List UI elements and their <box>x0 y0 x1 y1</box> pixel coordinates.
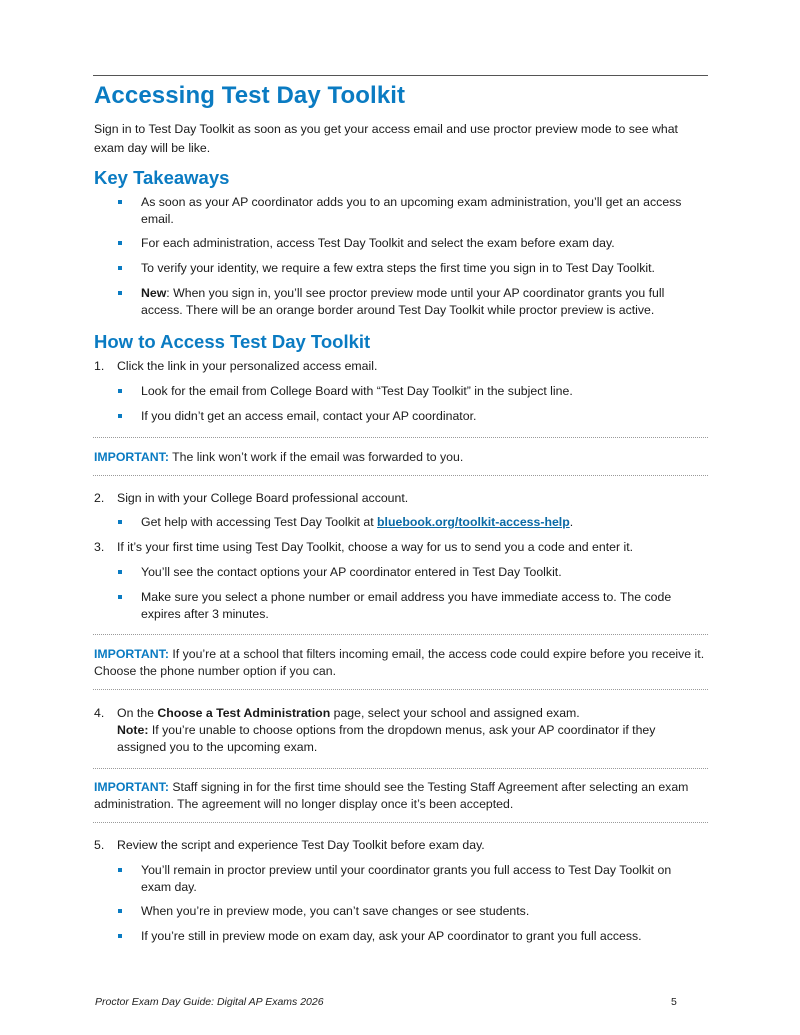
list-item: Get help with accessing Test Day Toolkit at bluebook.org/toolkit-access-help. <box>141 514 701 531</box>
divider <box>93 689 708 690</box>
how-to-heading: How to Access Test Day Toolkit <box>94 331 371 352</box>
list-item: Make sure you select a phone number or email address you have immediate access to. The code expires after 3 minutes. <box>141 589 701 623</box>
list-item: New: When you sign in, you’ll see proctor preview mode until your AP coordinator grants you full access. There will be an orange border around Test Day Toolkit while proctor preview is active. <box>141 285 701 319</box>
bullet-square-icon <box>118 266 122 270</box>
bullet-square-icon <box>118 389 122 393</box>
list-item: For each administration, access Test Day Toolkit and select the exam before exam day. <box>141 235 701 252</box>
list-item: If you’re still in preview mode on exam day, ask your AP coordinator to grant you full access. <box>141 928 701 945</box>
bullet-square-icon <box>118 200 122 204</box>
divider <box>93 822 708 823</box>
footer-guide-title: Proctor Exam Day Guide: Digital AP Exams 2026 <box>95 996 324 1008</box>
divider <box>93 475 708 476</box>
top-rule <box>93 75 708 76</box>
important-note-3: IMPORTANT: Staff signing in for the first time should see the Testing Staff Agreement after selecting an exam administration. The agreement will no longer display once it’s been accepted. <box>94 780 689 811</box>
bullet-square-icon <box>118 934 122 938</box>
list-item: When you’re in preview mode, you can’t save changes or see students. <box>141 903 701 920</box>
divider <box>93 634 708 635</box>
bullet-square-icon <box>118 909 122 913</box>
page-title: Accessing Test Day Toolkit <box>94 82 406 109</box>
list-item: You’ll see the contact options your AP coordinator entered in Test Day Toolkit. <box>141 564 701 581</box>
page-number: 5 <box>671 996 677 1008</box>
bullet-square-icon <box>118 595 122 599</box>
intro-paragraph: Sign in to Test Day Toolkit as soon as you get your access email and use proctor preview mode to see what exam day will be like. <box>94 122 678 155</box>
important-note-2: IMPORTANT: If you’re at a school that filters incoming email, the access code could expire before you receive it. Choose the phone number option if you can. <box>94 647 705 678</box>
bullet-square-icon <box>118 520 122 524</box>
divider <box>93 437 708 438</box>
bullet-square-icon <box>118 291 122 295</box>
toolkit-access-help-link[interactable]: bluebook.org/toolkit-access-help <box>377 515 570 529</box>
list-item: If you didn’t get an access email, contact your AP coordinator. <box>141 408 701 425</box>
bullet-square-icon <box>118 570 122 574</box>
bullet-square-icon <box>118 241 122 245</box>
list-item: As soon as your AP coordinator adds you to an upcoming exam administration, you’ll get an access email. <box>141 194 701 228</box>
list-item: To verify your identity, we require a few extra steps the first time you sign in to Test Day Toolkit. <box>141 260 701 277</box>
list-item: Look for the email from College Board with “Test Day Toolkit” in the subject line. <box>141 383 701 400</box>
divider <box>93 768 708 769</box>
list-item: You’ll remain in proctor preview until your coordinator grants you full access to Test Day Toolkit on exam day. <box>141 862 701 896</box>
bullet-square-icon <box>118 868 122 872</box>
bullet-square-icon <box>118 414 122 418</box>
important-note-1: IMPORTANT: The link won’t work if the email was forwarded to you. <box>94 450 464 464</box>
key-takeaways-heading: Key Takeaways <box>94 167 230 188</box>
